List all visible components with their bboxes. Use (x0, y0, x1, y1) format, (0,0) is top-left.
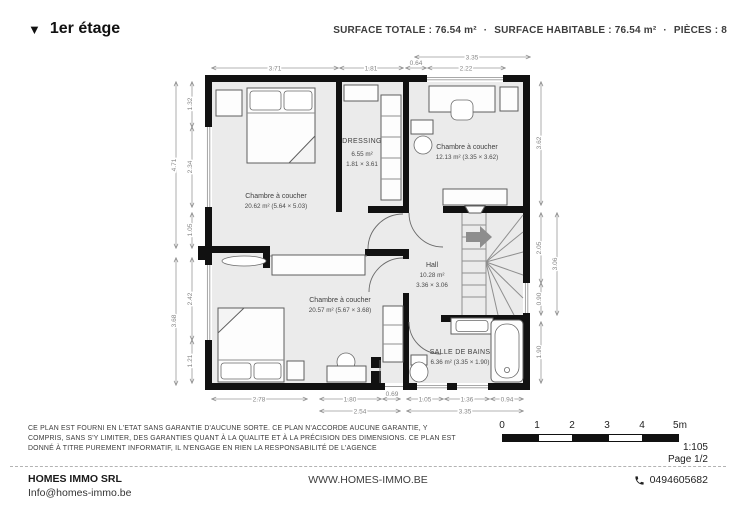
stat-separator: · (663, 25, 667, 36)
company-name: HOMES IMMO SRL (28, 473, 122, 485)
stat-pieces: PIÈCES : 8 (673, 25, 727, 36)
scale-tick-0: 0 (499, 420, 505, 431)
room-detail-bathroom: 6.36 m² (3.35 × 1.90) (430, 359, 490, 366)
dim-bottom-2: 1.80 (343, 396, 357, 404)
phone-number: 0494605682 (649, 474, 708, 486)
scale-tick-5: 5m (673, 420, 687, 431)
dim-right-1: 3.62 (536, 136, 543, 150)
dim-left-3: 1.05 (187, 223, 194, 237)
scale-tick-4: 4 (639, 420, 645, 431)
dim-right-4: 1.90 (536, 345, 543, 359)
scale-bar (500, 420, 708, 466)
stat-separator: · (483, 25, 488, 36)
dim-left-1: 1.32 (187, 97, 194, 111)
dim-left-outer-2: 3.68 (171, 314, 178, 328)
room-detail-bedroom-tl: 20.62 m² (5.64 × 5.03) (244, 203, 308, 210)
scale-bar-segments (502, 434, 679, 442)
dim-top-4: 2.22 (459, 65, 473, 73)
room-detail-bedroom-bl: 20.57 m² (5.67 × 3.68) (308, 307, 372, 314)
disclaimer-line-3: DONNÉ À TITRE PUREMENT INFORMATIF, IL N'ENGAGE EN RIEN LA RESPONSABILITÉ DE L'AGENCE (28, 444, 377, 452)
disclaimer-text (28, 424, 486, 453)
dim-right-2: 2.05 (536, 241, 543, 255)
dim-bottom-5: 1.36 (460, 396, 474, 404)
room-area-dressing: 6.55 m² (351, 151, 373, 158)
room-area-hall: 10.28 m² (419, 272, 445, 279)
dim-top-2: 1.81 (364, 65, 378, 73)
room-detail-bedroom-tr: 12.13 m² (3.35 × 3.62) (435, 154, 499, 161)
footer-divider (10, 466, 726, 467)
phone-icon (634, 475, 645, 486)
scale-tick-3: 3 (604, 420, 610, 431)
room-label-bedroom-bl: Chambre à coucher (309, 297, 371, 304)
company-email: Info@homes-immo.be (28, 487, 132, 499)
room-label-bathroom: SALLE DE BAINS (429, 349, 491, 356)
stat-surface-habitable: SURFACE HABITABLE : 76.54 m² (494, 25, 657, 36)
dim-left-outer-1: 4.71 (171, 158, 178, 172)
dim-bottom-4: 1.05 (418, 396, 432, 404)
dim-top-outer: 3.35 (465, 54, 479, 62)
page-title: 1er étage (49, 20, 121, 37)
scale-tick-labels (499, 420, 687, 432)
dim-left-5: 1.21 (187, 354, 194, 368)
room-label-bedroom-tr: Chambre à coucher (436, 144, 498, 151)
room-label-dressing: DRESSING (342, 138, 382, 145)
scale-ratio: 1:105 (682, 442, 708, 453)
dim-bottom-1: 2.78 (252, 396, 266, 404)
stat-surface-totale: SURFACE TOTALE : 76.54 m² (333, 25, 477, 36)
scale-tick-1: 1 (534, 420, 540, 431)
company-website: WWW.HOMES-IMMO.BE (308, 474, 428, 486)
disclaimer-line-2: COMPRIS, SANS S'Y LIMITER, DES GARANTIES QUANT À LA QUALITE ET À LA PRÉCISION DES DIMENSIONS. CE PLAN EST (28, 434, 456, 442)
dim-right-3: 0.90 (536, 292, 543, 306)
disclaimer-line-1: CE PLAN EST FOURNI EN L'ETAT SANS GARANTIE D'AUCUNE SORTE. CE PLAN N'ACCORDE AUCUNE GARANTIE, Y (28, 425, 428, 432)
room-label-hall: Hall (425, 262, 439, 269)
scale-tick-2: 2 (569, 420, 575, 431)
dim-left-2: 2.34 (187, 160, 194, 174)
dim-bottom-6: 0.94 (500, 396, 514, 404)
dim-bottom-outer-2: 3.35 (458, 408, 472, 416)
dim-top-3: 0.64 (409, 60, 423, 67)
page-indicator: Page 1/2 (667, 454, 708, 465)
room-label-bedroom-tl: Chambre à coucher (245, 193, 307, 200)
company-phone (634, 474, 708, 486)
dim-bottom-outer-1: 2.54 (353, 408, 367, 416)
collapse-triangle-icon: ▼ (28, 21, 41, 37)
dim-bottom-3: 0.69 (385, 391, 399, 398)
dim-right-outer: 3.06 (552, 257, 559, 271)
dim-left-4: 2.42 (187, 292, 194, 306)
room-size-dressing: 1.81 × 3.61 (346, 161, 378, 168)
room-size-hall: 3.36 × 3.06 (416, 282, 448, 289)
dim-top-1: 3.71 (268, 65, 282, 73)
